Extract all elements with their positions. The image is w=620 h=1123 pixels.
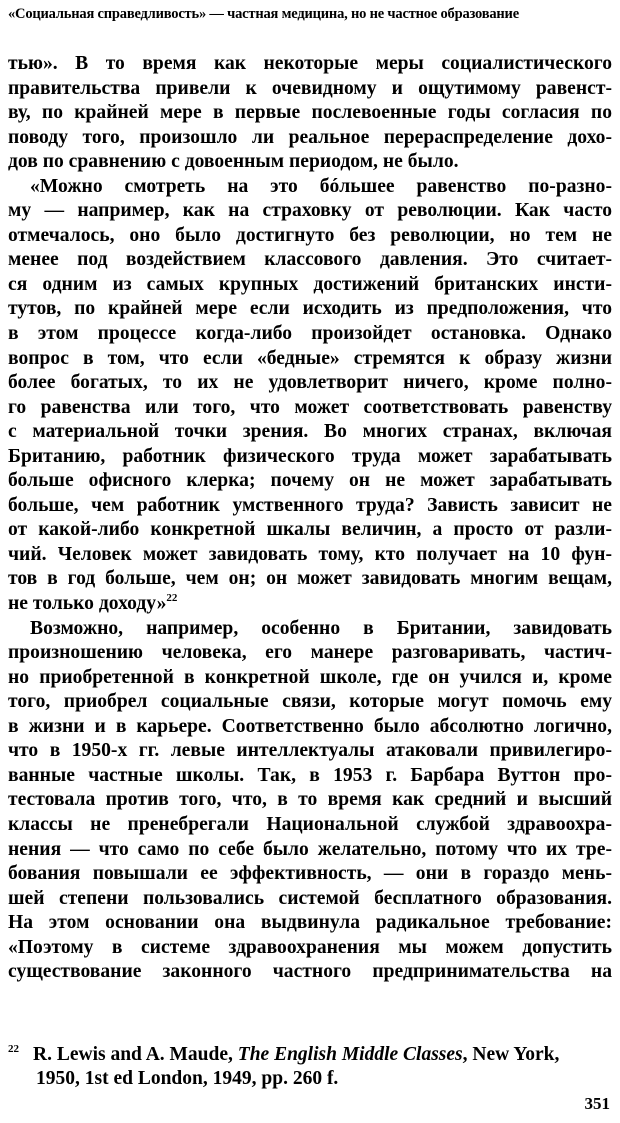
text-line-content: в жизни и в карьере. Соответственно было абсолютно логично, — [8, 715, 612, 737]
text-line — [8, 813, 612, 838]
text-line-content: но приобретенной в конкретной школе, где он учился и, кроме — [8, 666, 612, 688]
text-line — [8, 371, 612, 396]
text-line-content: чий. Человек может завидовать тому, кто получает на 10 фун- — [8, 543, 612, 565]
text-line-content: Британию, работник физического труда может зарабатывать — [8, 445, 612, 467]
text-line — [8, 150, 612, 175]
text-line — [8, 960, 612, 985]
text-line — [8, 175, 612, 200]
text-line-content: больше, чем работник умственного труда? Зависть зависит не — [8, 494, 612, 516]
text-line-content: го равенства или того, что может соответствовать равенству — [8, 396, 612, 418]
text-line — [8, 273, 612, 298]
text-line — [8, 52, 612, 77]
text-line — [8, 445, 612, 470]
text-line-content: существование законного частного предпринимательства на — [8, 961, 612, 983]
footnotes — [8, 1043, 612, 1091]
text-line — [8, 248, 612, 273]
running-head: «Социальная справедливость» — частная медицина, но не частное образование — [8, 6, 519, 22]
text-line — [8, 297, 612, 322]
text-line-content: тутов, по крайней мере если исходить из предположения, что — [8, 298, 612, 320]
text-line-content: поводу того, произошло ли реальное перераспределение дохо- — [8, 126, 612, 148]
text-line — [8, 543, 612, 568]
text-line — [8, 764, 612, 789]
text-line — [8, 592, 612, 617]
text-line-content: вопрос в том, что если «бедные» стремятся к образу жизни — [8, 347, 612, 369]
text-line — [8, 641, 612, 666]
text-line — [8, 77, 612, 102]
text-line — [8, 788, 612, 813]
text-line — [8, 838, 612, 863]
text-line-content: дов по сравнению с довоенным периодом, не было. — [8, 151, 459, 173]
text-line — [8, 911, 612, 936]
text-line-content: ванные частные школы. Так, в 1953 г. Барбара Вуттон про- — [8, 764, 612, 786]
text-line-content: тью». В то время как некоторые меры социалистического — [8, 53, 612, 74]
text-line-content: более богатых, то их не удовлетворит ничего, кроме полно- — [8, 372, 612, 394]
text-line-content: не только доходу» — [8, 593, 167, 615]
text-line-content: отмечалось, оно было достигнуто без революции, но тем не — [8, 224, 612, 246]
body-text — [8, 52, 612, 985]
footnote-book-title: The English Middle Classes — [237, 1044, 463, 1065]
text-line-content: ву, по крайней мере в первые послевоенные годы согласия по — [8, 102, 612, 124]
footnote-line-continued: 1950, 1st ed London, 1949, pp. 260 f. — [36, 1068, 339, 1089]
text-line-content: того, приобрел социальные связи, которые могут помочь ему — [8, 691, 612, 713]
text-line-content: нения — что само по себе было желательно, потому что их тре- — [8, 838, 612, 860]
text-line-content: Возможно, например, особенно в Британии, завидовать — [30, 617, 612, 639]
text-line — [8, 420, 612, 445]
text-line — [8, 567, 612, 592]
text-line-content: от какой-либо конкретной шкалы величин, а просто от разли- — [8, 519, 612, 541]
text-line-content: бования повышали ее эффективность, — они в гораздо мень- — [8, 863, 612, 885]
text-line — [8, 690, 612, 715]
text-line-content: классы не пренебрегали Национальной службой здравоохра- — [8, 813, 612, 835]
text-line — [8, 101, 612, 126]
text-line — [8, 347, 612, 372]
text-line-content: «Можно смотреть на это бóльшее равенство по-разно- — [30, 175, 612, 197]
footnote-reference: 22 — [166, 592, 178, 605]
text-line-content: больше офисного клерка; почему он не может зарабатывать — [8, 470, 612, 492]
text-line-content: менее под воздействием классового давления. Это считает- — [8, 249, 612, 271]
text-line — [8, 936, 612, 961]
text-line-content: с материальной точки зрения. Во многих странах, включая — [8, 421, 612, 443]
footnote-number: 22 — [8, 1043, 19, 1055]
text-line — [8, 887, 612, 912]
text-line — [8, 322, 612, 347]
text-line-content: На этом основании она выдвинула радикальное требование: — [8, 912, 612, 934]
text-line — [8, 739, 612, 764]
text-line — [8, 666, 612, 691]
text-line — [8, 715, 612, 740]
text-line — [8, 199, 612, 224]
page-number: 351 — [584, 1094, 610, 1113]
text-line-content: тестовала против того, что, в то время как средний и высший — [8, 789, 612, 811]
text-line-content: произношению человека, его манере разговаривать, частич- — [8, 642, 612, 664]
text-line-content: что в 1950-х гг. левые интеллектуалы атаковали привилегиро- — [8, 740, 612, 762]
text-line-content: «Поэтому в системе здравоохранения мы можем допустить — [8, 936, 612, 958]
text-line — [8, 518, 612, 543]
text-line — [8, 224, 612, 249]
text-line — [8, 617, 612, 642]
text-line — [8, 396, 612, 421]
footnote-place: , New York, — [462, 1044, 560, 1065]
text-line-content: в этом процессе когда-либо произойдет остановка. Однако — [8, 323, 612, 345]
text-line — [8, 469, 612, 494]
text-line — [8, 126, 612, 151]
text-line-content: правительства привели к очевидному и ощутимому равенст- — [8, 77, 612, 99]
text-line-content: ся одним из самых крупных достижений британских инсти- — [8, 273, 612, 295]
footnote-line — [8, 1043, 612, 1067]
text-line-content: тов в год больше, чем он; он может завидовать многим вещам, — [8, 568, 612, 590]
text-line-content: шей степени пользовались системой бесплатного образования. — [8, 887, 612, 909]
footnote-authors: R. Lewis and A. Maude, — [33, 1044, 238, 1065]
text-line — [8, 494, 612, 519]
text-line — [8, 862, 612, 887]
text-line-content: му — например, как на страховку от революции. Как часто — [8, 200, 612, 222]
